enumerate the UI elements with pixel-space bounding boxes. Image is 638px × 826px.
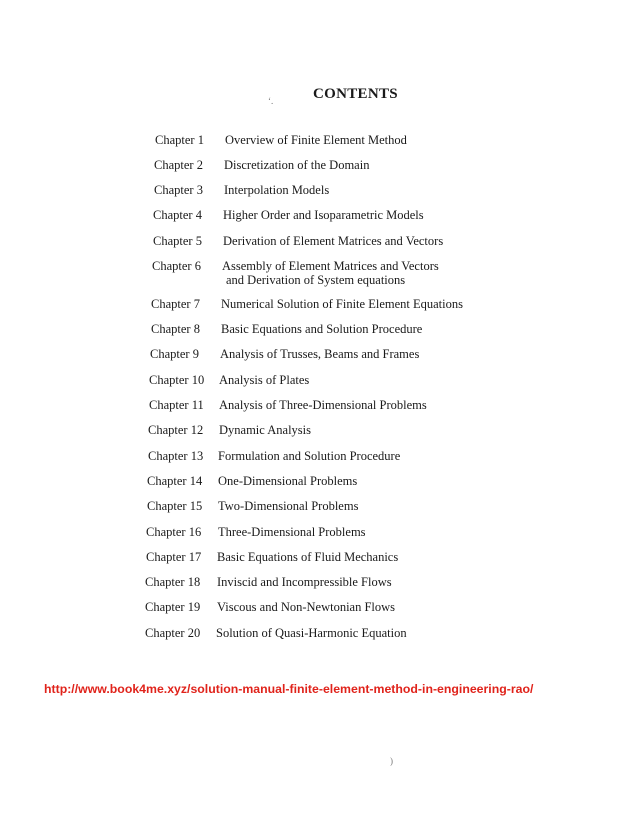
- chapter-label: Chapter 19: [145, 600, 201, 614]
- chapter-title: Inviscid and Incompressible Flows: [217, 575, 392, 589]
- chapter-title: Analysis of Trusses, Beams and Frames: [220, 347, 420, 361]
- chapter-label: Chapter 16: [146, 525, 202, 539]
- chapter-label: Chapter 3: [154, 183, 203, 197]
- scan-speck: ʻ.: [268, 96, 274, 106]
- chapter-title: Analysis of Three-Dimensional Problems: [219, 398, 427, 412]
- chapter-label: Chapter 13: [148, 449, 204, 463]
- chapter-title-line-2: and Derivation of System equations: [226, 273, 406, 287]
- chapter-title: Basic Equations and Solution Procedure: [221, 322, 423, 336]
- chapter-title: Analysis of Plates: [219, 373, 310, 387]
- chapter-label: Chapter 12: [148, 423, 204, 437]
- chapter-title: Numerical Solution of Finite Element Equations: [221, 297, 463, 311]
- chapter-label: Chapter 9: [150, 347, 199, 361]
- chapter-title: One-Dimensional Problems: [218, 474, 358, 488]
- chapter-title: Derivation of Element Matrices and Vectors: [223, 234, 444, 248]
- chapter-label: Chapter 2: [154, 158, 203, 172]
- chapter-title: Basic Equations of Fluid Mechanics: [217, 550, 399, 564]
- source-url-link[interactable]: http://www.book4me.xyz/solution-manual-finite-element-method-in-engineering-rao/: [44, 682, 534, 696]
- chapter-label: Chapter 5: [153, 234, 202, 248]
- chapter-title: Two-Dimensional Problems: [218, 499, 359, 513]
- chapter-label: Chapter 14: [147, 474, 203, 488]
- chapter-label: Chapter 18: [145, 575, 201, 589]
- chapter-label: Chapter 1: [155, 133, 204, 147]
- chapter-label: Chapter 7: [151, 297, 200, 311]
- scan-speck: ): [390, 756, 393, 766]
- chapter-title: Overview of Finite Element Method: [225, 133, 407, 147]
- chapter-label: Chapter 6: [152, 259, 201, 273]
- chapter-label: Chapter 17: [146, 550, 202, 564]
- chapter-title: Viscous and Non-Newtonian Flows: [217, 600, 396, 614]
- chapter-title: Solution of Quasi-Harmonic Equation: [216, 626, 407, 640]
- chapter-label: Chapter 4: [153, 208, 202, 222]
- chapter-title: Interpolation Models: [224, 183, 330, 197]
- page-title: CONTENTS: [313, 86, 398, 102]
- chapter-label: Chapter 20: [145, 626, 201, 640]
- chapter-title: Discretization of the Domain: [224, 158, 370, 172]
- chapter-title: Formulation and Solution Procedure: [218, 449, 401, 463]
- chapter-title: Dynamic Analysis: [219, 423, 312, 437]
- chapter-label: Chapter 10: [149, 373, 205, 387]
- chapter-label: Chapter 8: [151, 322, 200, 336]
- chapter-title: Three-Dimensional Problems: [218, 525, 366, 539]
- chapter-title-line-1: Assembly of Element Matrices and Vectors: [222, 259, 439, 273]
- chapter-title: Higher Order and Isoparametric Models: [223, 208, 424, 222]
- chapter-label: Chapter 11: [149, 398, 204, 412]
- chapter-title: [222, 259, 439, 287]
- chapter-label: Chapter 15: [147, 499, 203, 513]
